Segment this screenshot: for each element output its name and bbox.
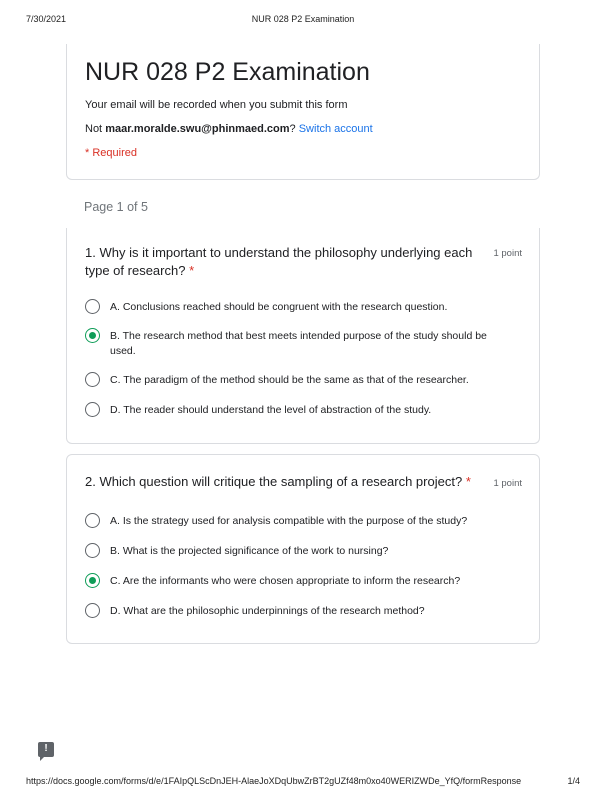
option-label: B. What is the projected significance of the work to nursing?	[110, 545, 389, 557]
account-line	[85, 123, 373, 135]
radio-button[interactable]	[85, 299, 100, 314]
print-date: 7/30/2021	[26, 14, 67, 24]
question-text: 2. Which question will critique the sampling of a research project?	[85, 474, 463, 489]
form-header-card	[66, 44, 540, 180]
option-label: B. The research method that best meets intended purpose of the study should be used.	[110, 330, 487, 357]
option-label: C. The paradigm of the method should be the same as that of the researcher.	[110, 374, 469, 386]
question-text: 1. Why is it important to understand the philosophy underlying each type of research?	[85, 245, 473, 278]
option-c[interactable]	[85, 574, 505, 589]
radio-button[interactable]	[85, 513, 100, 528]
print-page-number: 1/4	[567, 776, 580, 786]
required-note: * Required	[85, 147, 137, 159]
option-b[interactable]	[85, 544, 505, 559]
radio-button[interactable]	[85, 603, 100, 618]
question-points: 1 point	[493, 478, 522, 489]
option-label: D. What are the philosophic underpinnings of the research method?	[110, 605, 425, 617]
option-b[interactable]	[85, 329, 505, 359]
question-title	[85, 473, 495, 491]
question-points: 1 point	[493, 248, 522, 259]
radio-button[interactable]	[85, 372, 100, 387]
option-c[interactable]	[85, 373, 505, 388]
account-suffix: ?	[289, 123, 299, 135]
switch-account-link[interactable]: Switch account	[298, 123, 373, 135]
required-star: *	[189, 263, 195, 278]
radio-button[interactable]	[85, 402, 100, 417]
option-d[interactable]	[85, 403, 505, 418]
option-a[interactable]	[85, 514, 505, 529]
not-prefix: Not	[85, 123, 106, 135]
option-label: A. Conclusions reached should be congruent with the research question.	[110, 301, 448, 313]
option-label: D. The reader should understand the level of abstraction of the study.	[110, 404, 432, 416]
required-star: *	[465, 474, 471, 489]
radio-button[interactable]	[85, 573, 100, 588]
email-note: Your email will be recorded when you submit this form	[85, 99, 348, 111]
feedback-icon[interactable]: !	[38, 742, 54, 757]
question-title	[85, 244, 495, 280]
page-indicator: Page 1 of 5	[84, 200, 148, 214]
form-title: NUR 028 P2 Examination	[85, 58, 370, 86]
question-card-2	[66, 454, 540, 644]
option-label: C. Are the informants who were chosen appropriate to inform the research?	[110, 575, 461, 587]
print-doc-title: NUR 028 P2 Examination	[251, 14, 355, 24]
radio-button[interactable]	[85, 328, 100, 343]
radio-button[interactable]	[85, 543, 100, 558]
account-email: maar.moralde.swu@phinmaed.com	[105, 123, 290, 135]
option-label: A. Is the strategy used for analysis compatible with the purpose of the study?	[110, 515, 468, 527]
option-a[interactable]	[85, 300, 505, 315]
option-d[interactable]	[85, 604, 505, 619]
print-url: https://docs.google.com/forms/d/e/1FAIpQLScDnJEH-AlaeJoXDqUbwZrBT2gUZf48m0xo40WERIZWDe_YfQ/formResponse	[26, 776, 522, 786]
question-card-1	[66, 228, 540, 444]
